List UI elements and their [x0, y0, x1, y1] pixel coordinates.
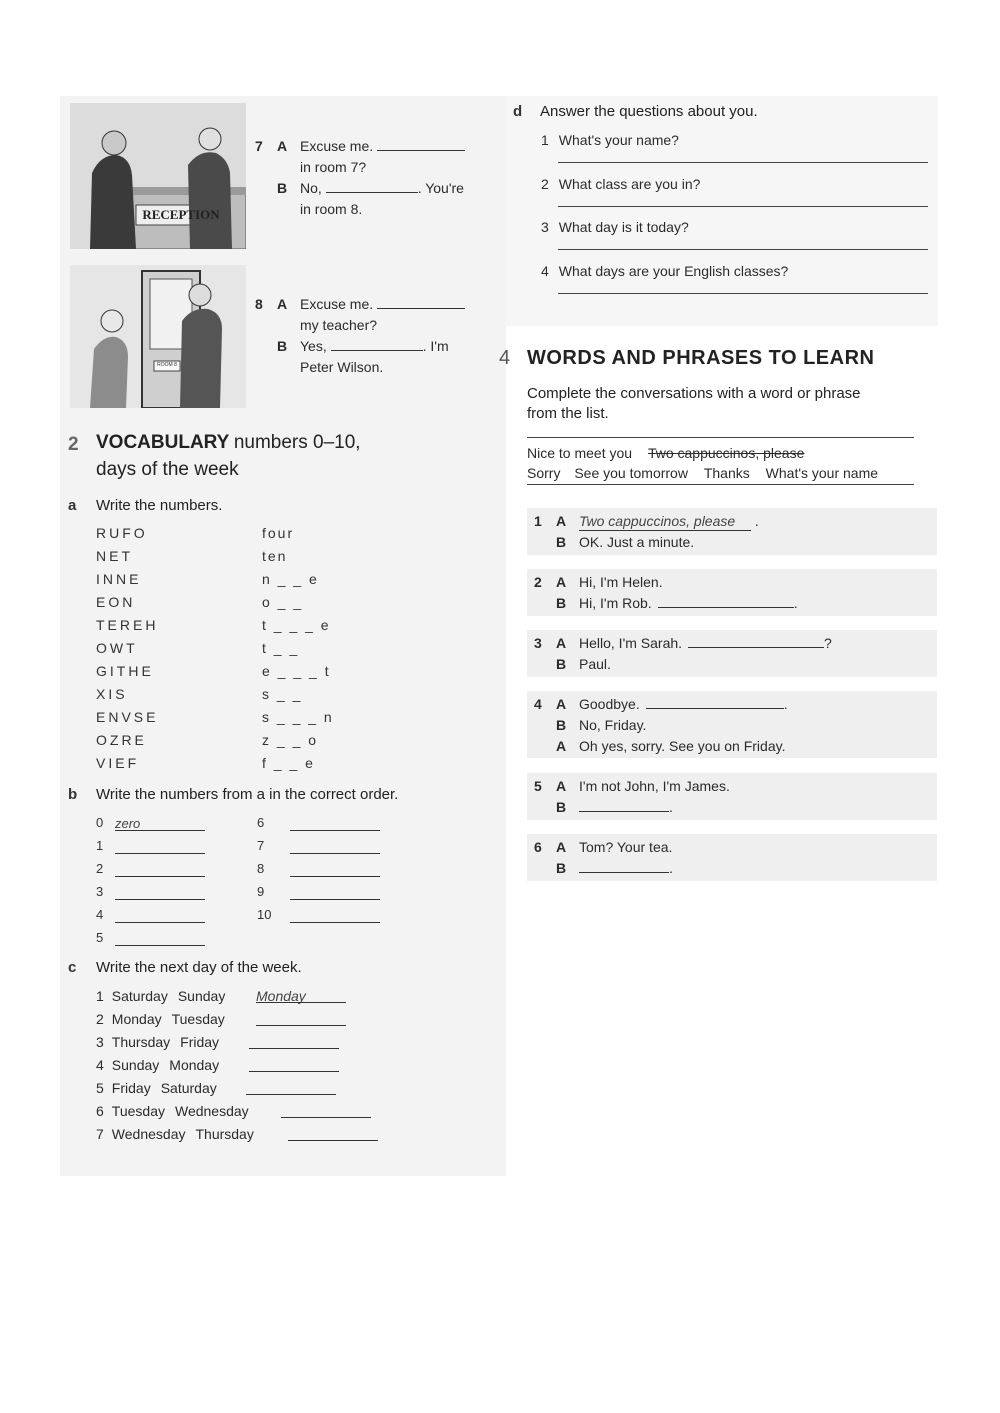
answer-line[interactable] [558, 293, 928, 294]
number-answer[interactable]: f _ _ e [262, 755, 315, 771]
order-answer-line[interactable] [115, 839, 205, 854]
word-list-top-rule [527, 437, 914, 438]
conversation-line [579, 634, 832, 652]
word-list-row1 [527, 444, 804, 462]
order-number: 5 [96, 930, 104, 945]
ex8-b-pre: Yes, [300, 338, 327, 354]
ex7-b-blank[interactable] [326, 179, 418, 193]
day-row-number: 6 [96, 1103, 104, 1119]
section2-subtitle2: days of the week [96, 459, 239, 480]
speaker-label: B [556, 860, 567, 876]
ex7-a-line1 [300, 137, 465, 155]
conversation-line [579, 573, 663, 591]
conversation-line [579, 777, 730, 795]
day-row [96, 1079, 217, 1097]
question-row [541, 262, 788, 280]
conversation-blank[interactable] [579, 798, 669, 812]
order-answer-line[interactable] [115, 862, 205, 877]
day-row [96, 1033, 219, 1051]
day-answer-line[interactable] [246, 1080, 336, 1095]
ex7-b-post: . You're [417, 180, 464, 196]
ex8-b-blank[interactable] [331, 337, 423, 351]
conversation-text: Hi, I'm Rob. [579, 595, 652, 611]
question-number: 2 [541, 175, 549, 192]
ex7-b-line2: in room 8. [300, 201, 363, 217]
day-given-1: Sunday [111, 1057, 160, 1073]
section4-instruction1: Complete the conversations with a word or phrase [527, 385, 861, 402]
day-given-1: Saturday [111, 988, 168, 1004]
conversation-line [579, 798, 673, 816]
conversation-text: Tom? Your tea. [579, 839, 673, 855]
day-given-2: Sunday [177, 988, 226, 1004]
s2b-letter: b [68, 786, 78, 803]
conversation-line [579, 838, 672, 856]
speaker-label: A [556, 513, 567, 529]
order-answer-line[interactable] [290, 885, 380, 900]
ex8-b-line1 [300, 337, 449, 355]
day-row [96, 1102, 249, 1120]
speaker-label: A [556, 696, 567, 712]
word-list-item: Nice to meet you [527, 445, 633, 461]
order-number: 3 [96, 884, 104, 899]
sd-instruction: Answer the questions about you. [540, 103, 758, 120]
ex8-a-blank[interactable] [377, 295, 465, 309]
conversation-punct: . [793, 595, 798, 611]
answer-line[interactable] [558, 206, 928, 207]
conversation-text: Oh yes, sorry. See you on Friday. [579, 738, 786, 754]
scrambled-word: OZRE [96, 732, 147, 748]
ex8-a-line2: my teacher? [300, 317, 378, 333]
speaker-label: A [556, 839, 567, 855]
question-text: What days are your English classes? [558, 262, 789, 279]
day-given-2: Friday [180, 1034, 220, 1050]
scrambled-word: ENVSE [96, 709, 159, 725]
scrambled-word: VIEF [96, 755, 140, 771]
word-list-item-used: Two cappuccinos, please [647, 445, 805, 461]
ex7-a-line2: in room 7? [300, 159, 367, 175]
day-given-1: Wednesday [111, 1126, 186, 1142]
day-answer-line[interactable] [288, 1126, 378, 1141]
order-number: 1 [96, 838, 104, 853]
order-answer-line[interactable] [115, 931, 205, 946]
ex7-b-line1 [300, 179, 464, 197]
day-given-1: Thursday [111, 1034, 171, 1050]
word-list-item: See you tomorrow [574, 465, 688, 481]
conversation-text: OK. Just a minute. [579, 534, 695, 550]
classroom-door-illustration [70, 265, 246, 408]
day-row-number: 7 [96, 1126, 104, 1142]
section2-number: 2 [68, 434, 79, 455]
day-answer-line[interactable]: Monday [256, 988, 346, 1003]
number-answer[interactable]: e _ _ _ t [262, 663, 331, 679]
question-row [541, 175, 700, 193]
ex7-a-text: Excuse me. [300, 138, 374, 154]
day-row [96, 1125, 254, 1143]
question-text: What class are you in? [558, 175, 701, 192]
speaker-label: B [556, 656, 567, 672]
conversation-text: I'm not John, I'm James. [579, 778, 730, 794]
day-row-number: 5 [96, 1080, 104, 1096]
speaker-label: A [556, 778, 567, 794]
ex7-b-pre: No, [300, 180, 322, 196]
s2c-letter: c [68, 959, 77, 976]
scrambled-word: TEREH [96, 617, 159, 633]
day-row [96, 1010, 225, 1028]
conversation-punct: ? [824, 635, 832, 651]
section2-title: VOCABULARY [96, 432, 230, 453]
conversation-number: 5 [534, 778, 542, 794]
order-number: 7 [257, 838, 265, 853]
order-answer-line[interactable] [290, 839, 380, 854]
section4-title: WORDS AND PHRASES TO LEARN [527, 347, 875, 369]
conversation-line [579, 737, 785, 755]
s2a-letter: a [68, 497, 77, 514]
scrambled-word: XIS [96, 686, 128, 702]
speaker-label: B [556, 799, 567, 815]
day-row-number: 1 [96, 988, 104, 1004]
order-answer-line[interactable] [115, 908, 205, 923]
number-answer[interactable]: s _ _ _ n [262, 709, 334, 725]
number-answer[interactable]: t _ _ _ e [262, 617, 331, 633]
question-row [541, 218, 689, 236]
word-list-item: What's your name [765, 465, 879, 481]
day-answer-line[interactable] [249, 1057, 339, 1072]
order-number: 2 [96, 861, 104, 876]
ex7-b-label: B [277, 180, 288, 196]
order-number: 4 [96, 907, 104, 922]
s2b-instruction: Write the numbers from a in the correct order. [96, 786, 399, 803]
question-text: What's your name? [558, 132, 679, 148]
section4-instruction2: from the list. [527, 405, 609, 422]
conversation-line [579, 716, 646, 734]
conversation-text: Hello, I'm Sarah. [579, 635, 683, 651]
order-number: 10 [257, 907, 272, 922]
ex7-a-blank[interactable] [377, 137, 465, 151]
speaker-label: B [556, 717, 567, 733]
word-list-bottom-rule [527, 484, 914, 485]
s2a-instruction: Write the numbers. [96, 497, 223, 514]
day-row [96, 987, 225, 1005]
conversation-line [579, 695, 788, 713]
number-answer[interactable]: o _ _ [262, 594, 304, 610]
conversation-blank[interactable] [579, 859, 669, 873]
sd-letter: d [513, 103, 523, 120]
day-row-number: 3 [96, 1034, 104, 1050]
scrambled-word: OWT [96, 640, 138, 656]
section4-number: 4 [499, 347, 511, 369]
day-given-1: Friday [111, 1080, 151, 1096]
ex8-b-post: . I'm [422, 338, 449, 354]
order-answer-line[interactable] [115, 885, 205, 900]
day-given-2: Monday [169, 1057, 220, 1073]
scrambled-word: GITHE [96, 663, 154, 679]
conversation-number: 3 [534, 635, 542, 651]
answer-line[interactable] [558, 249, 928, 250]
conversation-line [579, 859, 673, 877]
ex7-a-label: A [277, 138, 288, 154]
question-number: 4 [541, 262, 549, 279]
order-answer-line[interactable] [115, 816, 205, 831]
reception-illustration [70, 103, 246, 249]
question-text: What day is it today? [558, 219, 689, 235]
conversation-blank[interactable] [688, 634, 824, 648]
speaker-label: A [556, 574, 567, 590]
scrambled-word: INNE [96, 571, 142, 587]
reception-sign: RECEPTION [142, 207, 220, 222]
conversation-text: Paul. [579, 656, 611, 672]
question-row [541, 131, 679, 149]
day-answer-line[interactable] [256, 1011, 346, 1026]
day-row [96, 1056, 219, 1074]
number-answer[interactable]: s _ _ [262, 686, 303, 702]
s2c-instruction: Write the next day of the week. [96, 959, 302, 976]
day-given-1: Tuesday [111, 1103, 165, 1119]
speaker-label: A [556, 738, 567, 754]
day-given-2: Wednesday [174, 1103, 249, 1119]
scrambled-word: RUFO [96, 525, 148, 541]
day-row-number: 4 [96, 1057, 104, 1073]
day-given-2: Tuesday [171, 1011, 225, 1027]
conversation-number: 4 [534, 696, 542, 712]
number-answer[interactable]: z _ _ o [262, 732, 319, 748]
ex8-b-line2: Peter Wilson. [300, 359, 384, 375]
order-number: 0 [96, 815, 104, 830]
door-sign: ROOM 8 [157, 362, 177, 368]
conversation-line [579, 533, 694, 551]
conversation-punct: . [783, 696, 788, 712]
ex8-b-label: B [277, 338, 288, 354]
conversation-text: No, Friday. [579, 717, 647, 733]
conversation-punct: . [669, 799, 673, 815]
speaker-label: B [556, 595, 567, 611]
scrambled-word: NET [96, 548, 133, 564]
question-number: 3 [541, 219, 549, 235]
day-row-number: 2 [96, 1011, 104, 1027]
speaker-label: B [556, 534, 567, 550]
scrambled-word: EON [96, 594, 136, 610]
order-number: 9 [257, 884, 265, 899]
day-given-2: Thursday [195, 1126, 254, 1142]
number-answer[interactable]: four [262, 525, 295, 541]
conversation-blank[interactable] [658, 594, 794, 608]
answer-line[interactable] [558, 162, 928, 163]
conversation-punct: . [669, 860, 673, 876]
ex8-a-text: Excuse me. [300, 296, 374, 312]
order-answer-text: zero [115, 816, 141, 831]
order-number: 8 [257, 861, 265, 876]
ex8-a-line1 [300, 295, 465, 313]
section2-heading [96, 432, 361, 454]
ex7-number: 7 [255, 138, 263, 154]
ex8-a-label: A [277, 296, 288, 312]
conversation-punct: . [751, 513, 759, 529]
conversation-number: 1 [534, 513, 542, 529]
day-given-1: Monday [111, 1011, 162, 1027]
order-number: 6 [257, 815, 265, 830]
ex8-number: 8 [255, 296, 263, 312]
number-answer[interactable]: t _ _ [262, 640, 300, 656]
number-answer[interactable]: n _ _ e [262, 571, 319, 587]
conversation-number: 2 [534, 574, 542, 590]
order-answer-line[interactable] [290, 862, 380, 877]
day-answer-line[interactable] [249, 1034, 339, 1049]
speaker-label: A [556, 635, 567, 651]
conversation-line [579, 594, 798, 612]
day-given-2: Saturday [160, 1080, 217, 1096]
conversation-number: 6 [534, 839, 542, 855]
word-list-item: Thanks [703, 465, 750, 481]
day-answer-line[interactable] [281, 1103, 371, 1118]
order-answer-line[interactable] [290, 908, 380, 923]
word-list-item: Sorry [527, 465, 561, 481]
conversation-line [579, 512, 759, 531]
order-answer-line[interactable] [290, 816, 380, 831]
conversation-text: Hi, I'm Helen. [579, 574, 663, 590]
question-number: 1 [541, 132, 549, 148]
conversation-text: Goodbye. [579, 696, 640, 712]
number-answer[interactable]: ten [262, 548, 288, 564]
conversation-line [579, 655, 611, 673]
section2-subtitle1: numbers 0–10, [233, 432, 361, 453]
example-answer: Two cappuccinos, please [579, 512, 751, 531]
word-list-row2 [527, 464, 878, 482]
conversation-blank[interactable] [646, 695, 784, 709]
